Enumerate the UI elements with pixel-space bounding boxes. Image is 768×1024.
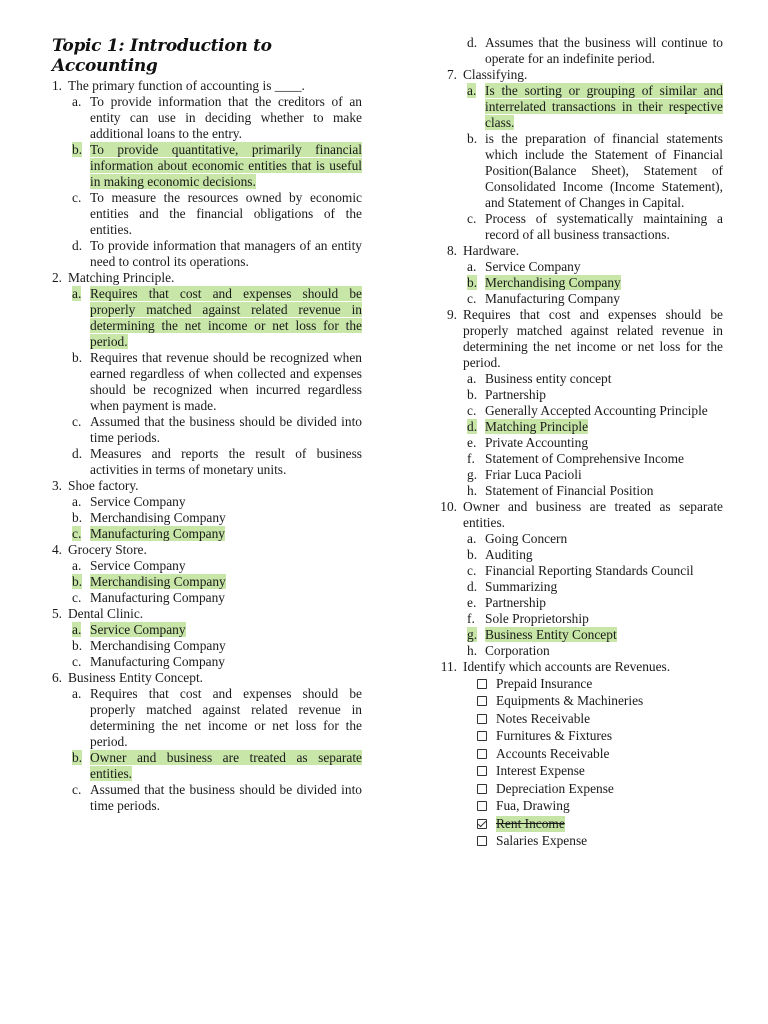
answer-option bbox=[463, 547, 723, 563]
question-item bbox=[425, 659, 723, 675]
option-text: To provide quantitative, primarily financial information about economic entities that is useful in making economic decisions. bbox=[90, 142, 362, 189]
checkbox-icon[interactable] bbox=[477, 714, 487, 724]
left-question-list bbox=[52, 78, 362, 814]
answer-option bbox=[68, 510, 362, 526]
checkbox-icon[interactable] bbox=[477, 766, 487, 776]
option-text: Service Company bbox=[90, 494, 186, 509]
option-text: Manufacturing Company bbox=[90, 654, 225, 669]
answer-option bbox=[68, 350, 362, 414]
checklist-label: Depreciation Expense bbox=[496, 780, 614, 796]
checkbox-icon[interactable] bbox=[477, 801, 487, 811]
option-letter: b. bbox=[72, 574, 83, 589]
option-text: Merchandising Company bbox=[90, 638, 226, 653]
checklist-label: Fua, Drawing bbox=[496, 798, 570, 814]
answer-option bbox=[463, 387, 723, 403]
question-stem bbox=[425, 67, 723, 83]
question-number: 3. bbox=[51, 478, 62, 493]
question-number: 5. bbox=[51, 606, 62, 621]
option-text: Business Entity Concept bbox=[485, 627, 617, 642]
option-letter: c. bbox=[467, 211, 477, 226]
revenue-checklist bbox=[477, 675, 723, 850]
question-stem bbox=[52, 542, 362, 558]
answer-option bbox=[463, 259, 723, 275]
question-number: 10. bbox=[440, 499, 457, 514]
option-text: Is the sorting or grouping of similar and interrelated transactions in their respective class. bbox=[485, 83, 723, 130]
answer-option bbox=[463, 451, 723, 467]
option-list bbox=[68, 286, 362, 478]
question-item bbox=[52, 606, 362, 670]
option-text: Partnership bbox=[485, 387, 546, 402]
answer-option-highlighted bbox=[463, 627, 723, 643]
question-item bbox=[425, 499, 723, 659]
option-letter: a. bbox=[467, 371, 477, 386]
right-question-list bbox=[425, 67, 723, 675]
answer-option-highlighted bbox=[68, 574, 362, 590]
option-letter: c. bbox=[72, 782, 82, 797]
answer-option bbox=[463, 435, 723, 451]
question-text: Classifying. bbox=[463, 67, 528, 82]
answer-option-highlighted bbox=[68, 526, 362, 542]
checkbox-icon[interactable] bbox=[477, 696, 487, 706]
option-letter: b. bbox=[72, 142, 83, 157]
option-text: Partnership bbox=[485, 595, 546, 610]
checklist-item[interactable] bbox=[477, 693, 723, 711]
option-letter: d. bbox=[72, 238, 83, 253]
question-number: 7. bbox=[446, 67, 457, 82]
left-column bbox=[52, 0, 362, 814]
answer-option bbox=[463, 531, 723, 547]
option-letter: d. bbox=[467, 579, 478, 594]
option-text: To provide information that the creditors of an entity can use in deciding whether to make additional loans to the entry. bbox=[90, 94, 362, 141]
option-text: Manufacturing Company bbox=[485, 291, 620, 306]
option-letter: d. bbox=[72, 446, 83, 461]
option-list bbox=[68, 686, 362, 814]
option-letter: d. bbox=[467, 419, 478, 434]
question-number: 11. bbox=[440, 659, 457, 674]
checkbox-icon[interactable] bbox=[477, 731, 487, 741]
continued-options bbox=[463, 35, 723, 67]
question-item bbox=[52, 270, 362, 478]
checkbox-icon[interactable] bbox=[477, 836, 487, 846]
option-letter: c. bbox=[467, 403, 477, 418]
option-letter: e. bbox=[467, 435, 477, 450]
question-number: 4. bbox=[51, 542, 62, 557]
question-stem bbox=[425, 659, 723, 675]
answer-option bbox=[68, 414, 362, 446]
option-text: Statement of Financial Position bbox=[485, 483, 654, 498]
question-item bbox=[425, 243, 723, 307]
option-letter: b. bbox=[72, 510, 83, 525]
option-text: Statement of Comprehensive Income bbox=[485, 451, 684, 466]
question-text: Requires that cost and expenses should be properly matched against related revenue in determining the net income or net loss for the period. bbox=[463, 307, 723, 370]
option-letter: a. bbox=[72, 94, 82, 109]
option-list bbox=[463, 371, 723, 499]
question-stem bbox=[425, 499, 723, 531]
answer-option bbox=[68, 638, 362, 654]
option-text: Service Company bbox=[90, 558, 186, 573]
option-letter: b. bbox=[72, 638, 83, 653]
question-number: 6. bbox=[51, 670, 62, 685]
option-list bbox=[463, 83, 723, 243]
option-letter: a. bbox=[72, 686, 82, 701]
answer-option bbox=[68, 238, 362, 270]
question-item bbox=[52, 670, 362, 814]
option-letter: a. bbox=[467, 259, 477, 274]
option-text: Merchandising Company bbox=[90, 510, 226, 525]
option-letter: a. bbox=[72, 286, 82, 301]
question-stem bbox=[425, 307, 723, 371]
option-letter: b. bbox=[467, 275, 478, 290]
option-letter: a. bbox=[467, 531, 477, 546]
option-text: Sole Proprietorship bbox=[485, 611, 589, 626]
option-letter: c. bbox=[467, 291, 477, 306]
question-number: 1. bbox=[51, 78, 62, 93]
option-letter: a. bbox=[467, 83, 477, 98]
checklist-item[interactable] bbox=[477, 780, 723, 798]
option-text: Service Company bbox=[485, 259, 581, 274]
option-text: Owner and business are treated as separate entities. bbox=[90, 750, 362, 781]
checklist-item[interactable] bbox=[477, 710, 723, 728]
option-text: Generally Accepted Accounting Principle bbox=[485, 403, 708, 418]
option-text: Auditing bbox=[485, 547, 533, 562]
checkbox-icon[interactable] bbox=[477, 749, 487, 759]
checklist-label: Rent Income bbox=[496, 815, 565, 831]
option-letter: a. bbox=[72, 558, 82, 573]
option-letter: b. bbox=[467, 547, 478, 562]
question-stem bbox=[52, 78, 362, 94]
checklist-label: Equipments & Machineries bbox=[496, 693, 644, 709]
checklist-label: Prepaid Insurance bbox=[496, 675, 593, 691]
option-text: Financial Reporting Standards Council bbox=[485, 563, 694, 578]
option-letter: c. bbox=[72, 526, 82, 541]
question-text: Hardware. bbox=[463, 243, 520, 258]
answer-option bbox=[68, 590, 362, 606]
option-text: Corporation bbox=[485, 643, 550, 658]
question-text: Owner and business are treated as separate entities. bbox=[463, 499, 723, 530]
answer-option bbox=[68, 94, 362, 142]
question-stem bbox=[52, 478, 362, 494]
right-column bbox=[425, 35, 723, 850]
answer-option bbox=[68, 654, 362, 670]
option-letter: b. bbox=[72, 350, 83, 365]
option-text: Summarizing bbox=[485, 579, 558, 594]
question-text: Grocery Store. bbox=[68, 542, 147, 557]
question-item bbox=[52, 78, 362, 270]
option-list bbox=[68, 558, 362, 606]
option-list bbox=[68, 494, 362, 542]
question-item bbox=[52, 542, 362, 606]
option-letter: c. bbox=[72, 190, 82, 205]
option-letter: c. bbox=[72, 414, 82, 429]
option-list bbox=[463, 259, 723, 307]
checkbox-icon[interactable] bbox=[477, 784, 487, 794]
option-letter: c. bbox=[72, 654, 82, 669]
answer-option bbox=[463, 643, 723, 659]
option-text: Requires that revenue should be recognized when earned regardless of when collected and expenses should be recognized when incurred regardless when payment is made. bbox=[90, 350, 362, 413]
question-text: Identify which accounts are Revenues. bbox=[463, 659, 671, 674]
question-item bbox=[425, 307, 723, 499]
option-text: Measures and reports the result of business activities in terms of monetary units. bbox=[90, 446, 362, 477]
answer-option-highlighted bbox=[463, 275, 723, 291]
option-letter: h. bbox=[467, 483, 478, 498]
question-text: Shoe factory. bbox=[68, 478, 139, 493]
option-text: Assumed that the business should be divided into time periods. bbox=[90, 414, 362, 445]
answer-option-highlighted bbox=[463, 83, 723, 131]
checklist-label: Salaries Expense bbox=[496, 833, 588, 849]
checkbox-icon[interactable] bbox=[477, 679, 487, 689]
answer-option bbox=[463, 371, 723, 387]
checklist-item[interactable] bbox=[477, 833, 723, 851]
checklist-label: Accounts Receivable bbox=[496, 745, 610, 761]
option-text: To measure the resources owned by economic entities and the financial obligations of the entities. bbox=[90, 190, 362, 237]
option-letter: c. bbox=[72, 590, 82, 605]
option-letter: f. bbox=[467, 451, 475, 466]
option-text: Assumed that the business should be divided into time periods. bbox=[90, 782, 362, 813]
answer-option bbox=[463, 563, 723, 579]
checklist-label: Notes Receivable bbox=[496, 710, 591, 726]
option-text: Going Concern bbox=[485, 531, 568, 546]
answer-option-highlighted bbox=[68, 750, 362, 782]
question-item bbox=[425, 67, 723, 243]
option-letter: g. bbox=[467, 467, 478, 482]
answer-option bbox=[68, 558, 362, 574]
option-text: Private Accounting bbox=[485, 435, 589, 450]
answer-option-highlighted bbox=[68, 622, 362, 638]
option-list bbox=[68, 622, 362, 670]
page-title: Topic 1: Introduction to Accounting bbox=[52, 36, 272, 76]
question-stem bbox=[52, 270, 362, 286]
checklist-item[interactable] bbox=[477, 763, 723, 781]
option-text: Manufacturing Company bbox=[90, 590, 225, 605]
option-letter: e. bbox=[467, 595, 477, 610]
checklist-item[interactable] bbox=[477, 745, 723, 763]
answer-option bbox=[463, 35, 723, 67]
option-text: Assumes that the business will continue to operate for an indefinite period. bbox=[485, 35, 723, 66]
checklist-label: Furnitures & Fixtures bbox=[496, 728, 613, 744]
option-letter: a. bbox=[72, 622, 82, 637]
option-text: Process of systematically maintaining a record of all business transactions. bbox=[485, 211, 723, 242]
question-text: Business Entity Concept. bbox=[68, 670, 204, 685]
checklist-item[interactable] bbox=[477, 675, 723, 693]
option-text: Friar Luca Pacioli bbox=[485, 467, 582, 482]
answer-option bbox=[68, 190, 362, 238]
option-text: Requires that cost and expenses should be properly matched against related revenue in determining the net income or net loss for the period. bbox=[90, 286, 362, 349]
question-item bbox=[52, 478, 362, 542]
question-text: Matching Principle. bbox=[68, 270, 175, 285]
option-letter: d. bbox=[467, 35, 478, 50]
answer-option bbox=[463, 403, 723, 419]
answer-option-highlighted bbox=[68, 286, 362, 350]
option-text: Requires that cost and expenses should be properly matched against related revenue in determining the net income or net loss for the period. bbox=[90, 686, 362, 749]
option-list bbox=[463, 531, 723, 659]
checklist-item[interactable] bbox=[477, 728, 723, 746]
option-list bbox=[68, 94, 362, 270]
option-text: Merchandising Company bbox=[90, 574, 226, 589]
option-letter: g. bbox=[467, 627, 478, 642]
checklist-label: Interest Expense bbox=[496, 763, 585, 779]
option-text: Merchandising Company bbox=[485, 275, 621, 290]
question-number: 2. bbox=[51, 270, 62, 285]
answer-option bbox=[463, 467, 723, 483]
option-text: To provide information that managers of an entity need to control its operations. bbox=[90, 238, 362, 269]
checklist-item[interactable] bbox=[477, 815, 723, 833]
answer-option bbox=[68, 446, 362, 478]
answer-option bbox=[68, 494, 362, 510]
option-letter: b. bbox=[467, 387, 478, 402]
answer-option bbox=[463, 579, 723, 595]
option-text: is the preparation of financial statements which include the Statement of Financial Position(Balance Sheet), Statement of Consolidated Income (Income Statement), and Statement of Changes in Capital. bbox=[485, 131, 723, 210]
question-text: The primary function of accounting is ____. bbox=[68, 78, 305, 93]
option-text: Service Company bbox=[90, 622, 186, 637]
option-letter: h. bbox=[467, 643, 478, 658]
option-letter: b. bbox=[467, 131, 478, 146]
option-letter: b. bbox=[72, 750, 83, 765]
answer-option bbox=[463, 595, 723, 611]
answer-option-highlighted bbox=[68, 142, 362, 190]
checked-checkbox-icon[interactable] bbox=[477, 819, 487, 829]
question-number: 8. bbox=[446, 243, 457, 258]
option-letter: f. bbox=[467, 611, 475, 626]
answer-option bbox=[68, 686, 362, 750]
question-stem bbox=[52, 606, 362, 622]
option-letter: c. bbox=[467, 563, 477, 578]
option-text: Manufacturing Company bbox=[90, 526, 225, 541]
option-text: Business entity concept bbox=[485, 371, 612, 386]
question-text: Dental Clinic. bbox=[68, 606, 144, 621]
answer-option bbox=[463, 483, 723, 499]
question-stem bbox=[52, 670, 362, 686]
question-stem bbox=[425, 243, 723, 259]
checklist-item[interactable] bbox=[477, 798, 723, 816]
answer-option bbox=[463, 211, 723, 243]
answer-option bbox=[463, 291, 723, 307]
option-letter: a. bbox=[72, 494, 82, 509]
option-text: Matching Principle bbox=[485, 419, 589, 434]
answer-option bbox=[463, 611, 723, 627]
answer-option-highlighted bbox=[463, 419, 723, 435]
answer-option bbox=[68, 782, 362, 814]
answer-option bbox=[463, 131, 723, 211]
question-number: 9. bbox=[446, 307, 457, 322]
